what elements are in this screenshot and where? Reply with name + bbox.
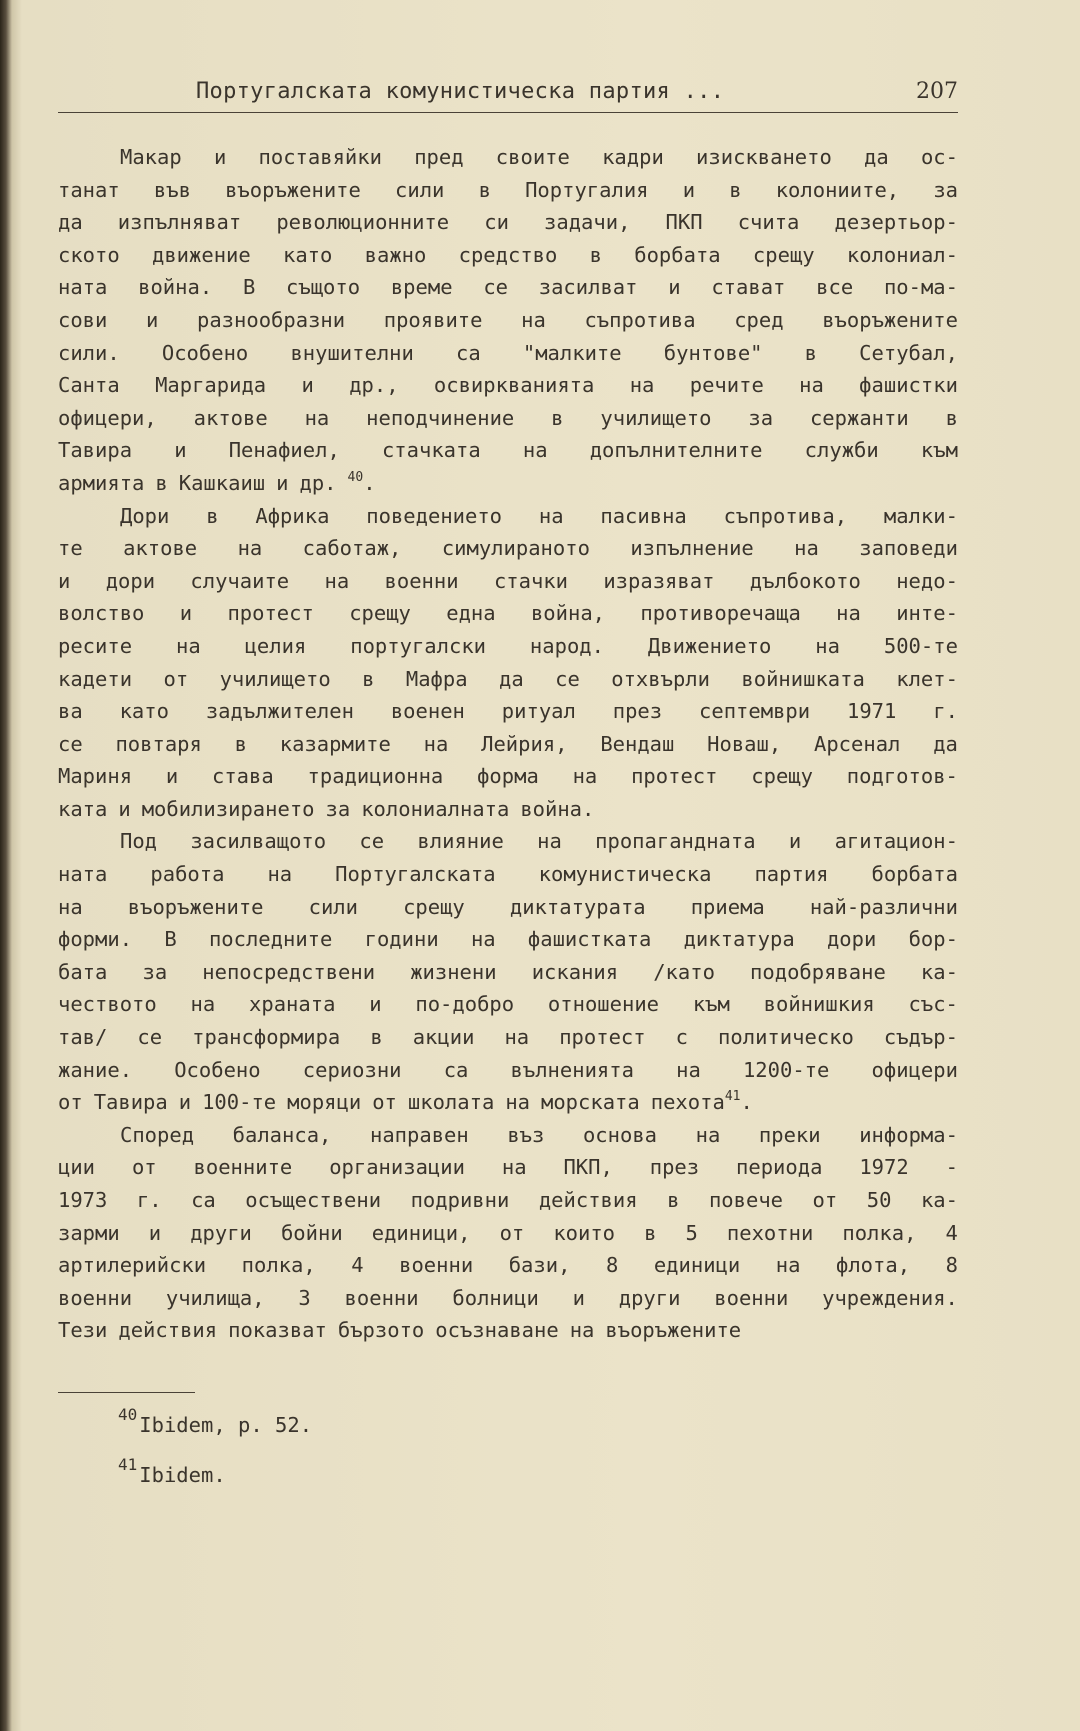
text-line: ната война. В същото време се засилват и стават все по-ма- <box>58 275 958 300</box>
text-line: се повтаря в казармите на Лейрия, Вендаш Новаш, Арсенал да <box>58 731 958 756</box>
body-text <box>58 141 958 1347</box>
text-line: кадети от училището в Мафра да се отхвърли войнишката клет- <box>58 666 958 691</box>
text-line: ната работа на Португалската комунистическа партия борбата <box>58 862 958 887</box>
text-line: жание. Особено сериозни са вълненията на 1200-те офицери <box>58 1057 958 1082</box>
text-line: Тези действия показват бързото осъзнаване на въоръжените <box>58 1318 742 1343</box>
text-line: артилерийски полка, 4 военни бази, 8 единици на флота, 8 <box>58 1253 958 1278</box>
text-line: Според баланса, направен въз основа на преки информа- <box>120 1122 958 1147</box>
text-line: на въоръжените сили срещу диктатурата приема най-различни <box>58 894 958 919</box>
page-number: 207 <box>916 79 958 104</box>
text-line: военни училища, 3 военни болници и други военни учреждения. <box>58 1285 958 1310</box>
text-line: сили. Особено внушителни са "малките бунтове" в Сетубал, <box>58 340 958 365</box>
footnote-text: Ibidem. <box>139 1463 226 1487</box>
text-line: от Тавира и 100-те моряци от школата на морската пехота$^{41}$. <box>58 1089 753 1115</box>
text-line: ции от военните организации на ПКП, през периода 1972 - <box>58 1155 958 1180</box>
text-line: и дори случаите на военни стачки изразяват дълбокото недо- <box>58 568 958 593</box>
footnote-40 <box>118 1400 312 1450</box>
text-line: Тавира и Пенафиел, стачката на допълнителните служби към <box>58 438 958 463</box>
text-line: 1973 г. са осъществени подривни действия в повече от 50 ка- <box>58 1188 958 1212</box>
footnotes <box>118 1400 312 1500</box>
text-line: Санта Маргарида и др., освиркванията на речите на фашистки <box>58 373 958 398</box>
text-line: армията в Кашкаиш и др. $^{40}$. <box>58 469 376 495</box>
footnote-41 <box>118 1450 312 1500</box>
text-line: бата за непосредствени жизнени искания /като подобряване ка- <box>58 959 958 984</box>
text-line: сови и разнообразни проявите на съпротива сред въоръжените <box>58 307 958 332</box>
footnote-number: 41 <box>118 1455 138 1474</box>
page-header <box>58 79 958 113</box>
text-line: ката и мобилизирането за колониалната война. <box>58 796 595 821</box>
text-line: те актове на саботаж, симулираното изпълнение на заповеди <box>58 536 958 561</box>
text-line: форми. В последните години на фашистката диктатура дори бор- <box>58 927 958 952</box>
text-line: офицери, актове на неподчинение в училището за сержанти в <box>58 405 958 430</box>
text-line: ското движение като важно средство в борбата срещу колониал- <box>58 242 958 267</box>
text-line: чеството на храната и по-добро отношение към войнишкия със- <box>58 992 958 1017</box>
footnote-reference: 41 <box>724 1089 741 1105</box>
text-line: Макар и поставяйки пред своите кадри изискването да ос- <box>120 145 958 169</box>
text-line: Мариня и става традиционна форма на протест срещу подготов- <box>58 764 958 789</box>
running-title: Португалската комунистическа партия ... <box>196 79 725 104</box>
footnote-reference: 40 <box>347 469 364 485</box>
text-line: Под засилващото се влияние на пропагандната и агитацион- <box>120 829 958 854</box>
text-line: танат във въоръжените сили в Португалия и в колониите, за <box>58 177 958 202</box>
text-line: тав/ се трансформира в акции на протест с политическо съдър- <box>58 1025 958 1050</box>
footnote-divider <box>58 1392 195 1393</box>
text-line: волство и протест срещу една война, противоречаща на инте- <box>58 601 958 626</box>
text-line: да изпълняват революционните си задачи, ПКП счита дезертьор- <box>58 210 958 235</box>
text-line: ресите на целия португалски народ. Движението на 500-те <box>58 633 958 658</box>
footnote-number: 40 <box>118 1405 138 1424</box>
text-line: Дори в Африка поведението на пасивна съпротива, малки- <box>120 503 958 528</box>
text-line: ва като задължителен военен ритуал през септември 1971 г. <box>58 699 958 724</box>
text-line: зарми и други бойни единици, от които в 5 пехотни полка, 4 <box>58 1220 958 1245</box>
footnote-text: Ibidem, p. 52. <box>139 1413 313 1437</box>
